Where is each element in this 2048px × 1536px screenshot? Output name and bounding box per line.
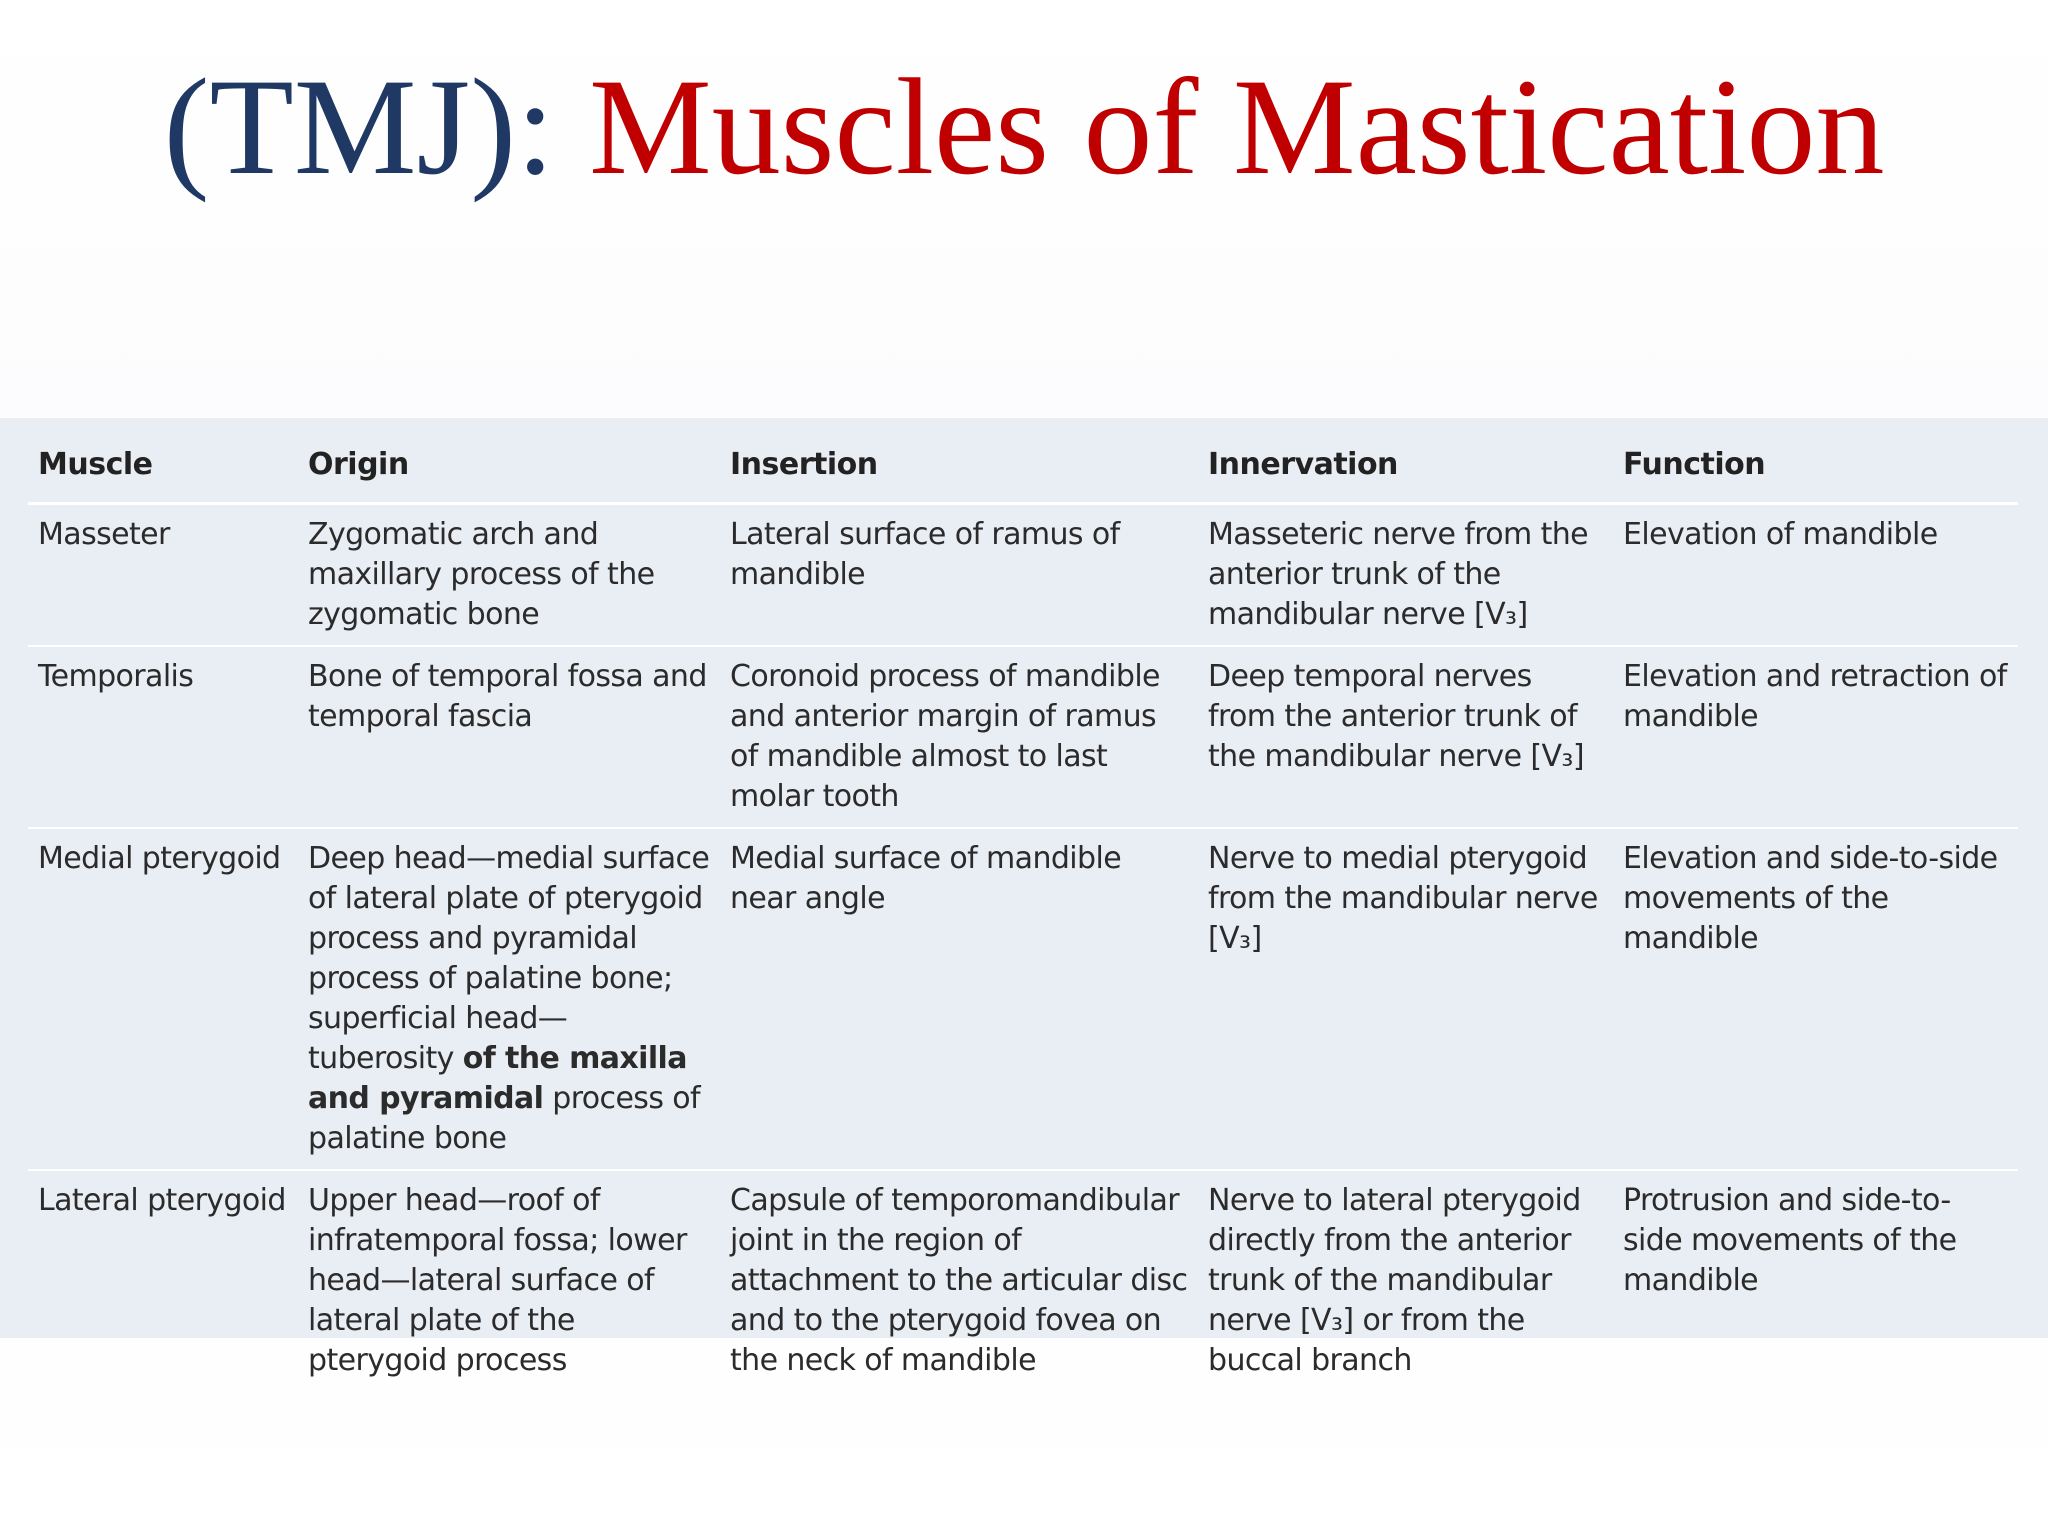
cell-innervation: Masseteric nerve from the anterior trunk of the mandibular nerve [V₃] (1198, 504, 1613, 647)
cell-origin (298, 828, 720, 1170)
cell-muscle: Lateral pterygoid (38, 1183, 286, 1218)
table-panel (0, 418, 2048, 1378)
header-origin: Origin (298, 418, 720, 504)
slide-title (0, 52, 2048, 202)
header-muscle: Muscle (28, 418, 298, 504)
cell-innervation: Nerve to lateral pterygoid directly from the anterior trunk of the mandibular nerve [V₃] or from the buccal branch (1208, 1183, 1581, 1378)
cell-function: Elevation and retraction of mandible (1613, 646, 2018, 828)
title-main: Muscles of Mastication (589, 50, 1885, 203)
cell-muscle: Temporalis (28, 646, 298, 828)
title-prefix: (TMJ): (163, 50, 590, 203)
cell-insertion: Capsule of temporomandibular joint in the region of attachment to the articular disc and to the pterygoid fovea on the neck of mandible (730, 1183, 1188, 1378)
origin-text-end: process of palatine bone (308, 1081, 701, 1156)
origin-bold-text: of the maxilla and pyramidal (308, 1041, 687, 1116)
cell-innervation: Nerve to medial pterygoid from the mandibular nerve [V₃] (1198, 828, 1613, 1170)
table-header-row (28, 418, 2018, 504)
table-row-temporalis (28, 646, 2018, 828)
cell-innervation: Deep temporal nerves from the anterior trunk of the mandibular nerve [V₃] (1198, 646, 1613, 828)
table-row-masseter (28, 504, 2018, 647)
cell-insertion: Lateral surface of ramus of mandible (720, 504, 1198, 647)
cell-muscle: Masseter (28, 504, 298, 647)
cell-insertion: Coronoid process of mandible and anterior margin of ramus of mandible almost to last molar tooth (720, 646, 1198, 828)
cell-function: Protrusion and side-to-side movements of the mandible (1623, 1183, 1957, 1298)
cell-origin: Bone of temporal fossa and temporal fascia (298, 646, 720, 828)
cell-function: Elevation and side-to-side movements of the mandible (1613, 828, 2018, 1170)
muscles-table (28, 418, 2018, 1391)
cell-origin: Zygomatic arch and maxillary process of the zygomatic bone (298, 504, 720, 647)
header-innervation: Innervation (1198, 418, 1613, 504)
cell-insertion: Medial surface of mandible near angle (720, 828, 1198, 1170)
table-row-medial-pterygoid (28, 828, 2018, 1170)
table-row-lateral-pterygoid (28, 1170, 2018, 1391)
origin-text: Deep head—medial surface of lateral plate of pterygoid process and pyramidal process of palatine bone; superficial head—tuberosity (308, 841, 710, 1076)
header-insertion: Insertion (720, 418, 1198, 504)
cell-function: Elevation of mandible (1613, 504, 2018, 647)
cell-origin: Upper head—roof of infratemporal fossa; lower head—lateral surface of lateral plate of the pterygoid process (308, 1183, 687, 1378)
cell-muscle: Medial pterygoid (28, 828, 298, 1170)
header-function: Function (1613, 418, 2018, 504)
